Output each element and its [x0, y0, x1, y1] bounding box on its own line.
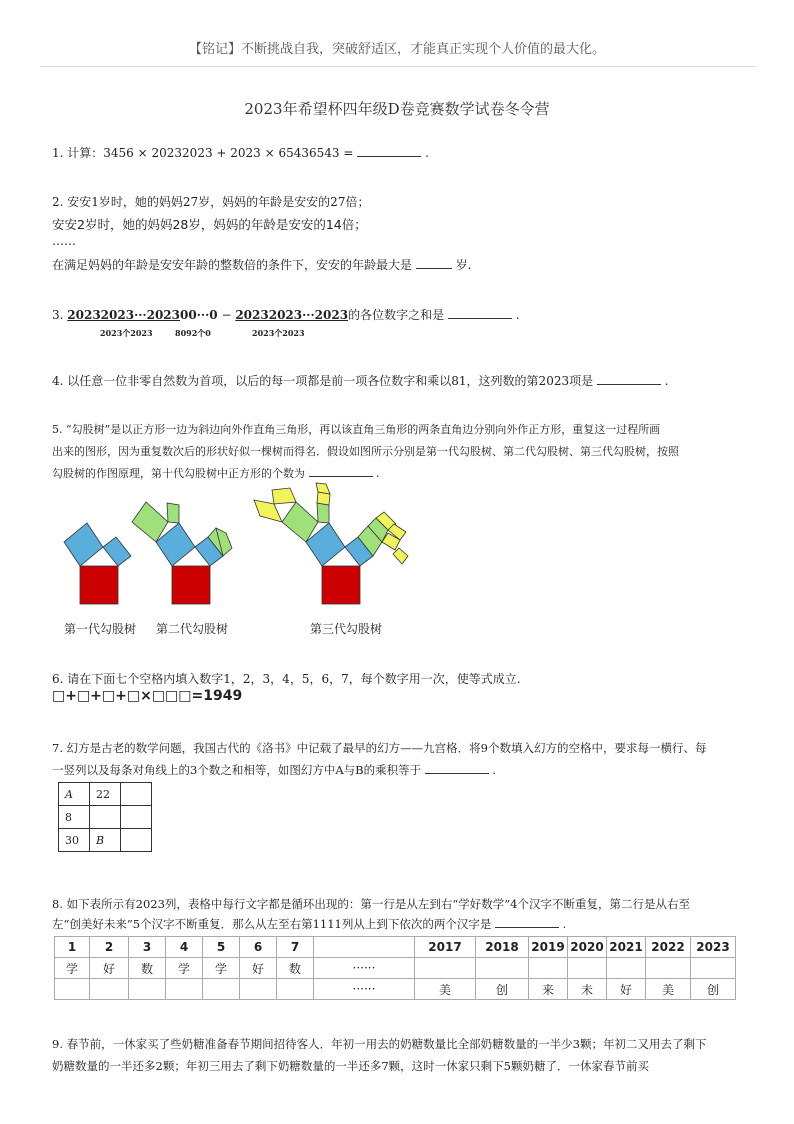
table-cell [568, 958, 607, 979]
answer-blank[interactable] [448, 308, 512, 319]
table-cell [90, 979, 129, 1000]
table-cell: 7 [277, 937, 314, 958]
table-cell [415, 958, 476, 979]
table-cell [166, 979, 203, 1000]
question-4 [52, 372, 669, 389]
question-text: 安安1岁时，她的妈妈27岁，妈妈的年龄是安安的27倍； [67, 195, 370, 209]
header-row [55, 937, 736, 958]
question-1 [52, 144, 429, 161]
answer-blank[interactable] [416, 258, 452, 269]
motto: 【铭记】不断挑战自我，突破舒适区，才能真正实现个人价值的最大化。 [188, 42, 605, 57]
question-2-line-1 [52, 193, 369, 210]
table-cell [607, 958, 646, 979]
magic-cell [121, 829, 152, 852]
question-5-line-1 [52, 421, 660, 437]
question-9-line-1 [52, 1036, 706, 1052]
question-text: 如下表所示有2023列，表格中每行文字都是循环出现的：第一行是从左到右“学好数学”4个汉字不断重复，第二行是从右至 [66, 897, 690, 911]
table-cell [203, 979, 240, 1000]
trunk-square [80, 566, 118, 604]
question-3 [52, 306, 520, 323]
question-number: 4. [52, 374, 64, 388]
question-5-line-2: 出来的图形，因为重复数次后的形状好似一棵树而得名．假设如图所示分别是第一代勾股树、第二代勾股树、第三代勾股树，按照 [52, 445, 679, 458]
question-text: 一竖列以及每条对角线上的3个数之和相等，如图幻方中A与B的乘积等于 [52, 763, 422, 777]
table-cell: ······ [314, 958, 415, 979]
magic-cell [90, 806, 121, 829]
table-cell: 2017 [415, 937, 476, 958]
expression-part-1: 20232023···2023 [67, 308, 181, 322]
table-cell: 学 [166, 958, 203, 979]
minus-sign: − [221, 308, 232, 322]
table-cell: 2023 [691, 937, 736, 958]
caption-gen-2: 第二代勾股树 [156, 622, 229, 636]
question-text: 春节前，一休家买了些奶糖准备春节期间招待客人．年初一用去的奶糖数量比全部奶糖数量的一半少3颗；年初二又用去了剩下 [66, 1037, 707, 1051]
question-text: 在满足妈妈的年龄是安安年龄的整数倍的条件下，安安的年龄最大是 [52, 258, 413, 272]
left-square [64, 523, 103, 566]
table-cell: 来 [529, 979, 568, 1000]
table-cell: 4 [166, 937, 203, 958]
question-9-line-2: 奶糖数量的一半还多2颗；年初三用去了剩下奶糖数量的一半还多7颗，这时一休家只剩下5颗奶糖了．一休家春节前买 [52, 1059, 649, 1073]
question-7-line-2 [52, 762, 496, 778]
question-text: 左“创美好未来”5个汉字不断重复．那么从左至右第1111列从上到下依次的两个汉字是 [52, 917, 492, 931]
answer-blank[interactable] [309, 466, 373, 477]
table-cell: 数 [129, 958, 166, 979]
table-cell [129, 979, 166, 1000]
table-cell: 好 [607, 979, 646, 1000]
tree-gen-3 [254, 483, 408, 604]
table-cell: ······ [314, 979, 415, 1000]
table-cell [277, 979, 314, 1000]
table-cell: 好 [90, 958, 129, 979]
magic-cell [121, 783, 152, 806]
table-cell [691, 958, 736, 979]
magic-cell: 8 [59, 806, 90, 829]
table-cell: 未 [568, 979, 607, 1000]
question-6 [52, 670, 521, 687]
table-cell: 数 [277, 958, 314, 979]
table-cell: 2022 [646, 937, 691, 958]
question-text: 请在下面七个空格内填入数字1，2，3，4，5，6，7，每个数字用一次，使等式成立. [67, 672, 521, 686]
caption-gen-1: 第一代勾股树 [64, 622, 137, 636]
answer-blank[interactable] [495, 917, 559, 928]
table-cell [314, 937, 415, 958]
question-text: 以任意一位非零自然数为首项，以后的每一项都是前一项各位数字和乘以81，这列数的第2023项是 [67, 374, 594, 388]
table-cell: 好 [240, 958, 277, 979]
question-number: 6. [52, 672, 64, 686]
question-2-line-2: 安安2岁时，她的妈妈28岁，妈妈的年龄是安安的14倍； [52, 217, 367, 232]
magic-square [58, 782, 152, 852]
brace-label-1: 2023个2023 [100, 328, 153, 338]
answer-blank[interactable] [425, 763, 489, 774]
question-number: 9. [52, 1037, 63, 1051]
equation: □+□+□+□×□□□=1949 [52, 688, 243, 704]
tree-gen-1 [64, 523, 131, 604]
table-cell [529, 958, 568, 979]
table-cell: 创 [476, 979, 529, 1000]
table-cell: 2 [90, 937, 129, 958]
table-cell [55, 979, 90, 1000]
table-cell: 3 [129, 937, 166, 958]
question-8-line-2 [52, 916, 566, 932]
table-cell: 2019 [529, 937, 568, 958]
answer-blank[interactable] [357, 146, 421, 157]
tree-gen-2 [132, 502, 232, 604]
question-number: 5. [52, 423, 63, 436]
table-cell [646, 958, 691, 979]
table-row [55, 979, 736, 1000]
pythagoras-tree-figure [50, 478, 430, 608]
answer-blank[interactable] [597, 374, 661, 385]
question-7-line-1 [52, 740, 706, 756]
table-row [55, 958, 736, 979]
magic-cell: B [90, 829, 121, 852]
magic-cell [121, 806, 152, 829]
expression-part-2: 20232023···2023 [235, 308, 349, 322]
table-cell: 1 [55, 937, 90, 958]
right-square [103, 537, 131, 566]
magic-cell: A [59, 783, 90, 806]
question-8-line-1 [52, 896, 690, 912]
question-number: 7. [52, 741, 63, 755]
question-text: 计算：3456 × 20232023 + 2023 × 65436543 = [67, 146, 354, 160]
character-table [54, 936, 736, 1000]
period: . [376, 467, 380, 480]
question-text: 勾股树的作图原理，第十代勾股树中正方形的个数为 [52, 467, 305, 480]
question-text: 的各位数字之和是 [348, 308, 445, 322]
question-number: 2. [52, 195, 64, 209]
question-2-line-3: …… [52, 234, 76, 248]
brace-label-2: 8092个0 [175, 328, 211, 338]
table-cell: 美 [415, 979, 476, 1000]
period: . [515, 308, 520, 322]
question-number: 3. [52, 308, 64, 322]
period: . [562, 917, 567, 931]
question-text: 幻方是古老的数学问题，我国古代的《洛书》中记载了最早的幻方——九宫格．将9个数填入幻方的空格中，要求每一横行、每 [66, 741, 707, 755]
period: . [425, 146, 429, 160]
caption-gen-3: 第三代勾股树 [310, 622, 383, 636]
table-cell: 2020 [568, 937, 607, 958]
header-divider [40, 66, 756, 67]
page-title: 2023年希望杯四年级D卷竞赛数学试卷冬令营 [244, 100, 550, 118]
table-cell: 2021 [607, 937, 646, 958]
magic-cell: 22 [90, 783, 121, 806]
question-text: “勾股树”是以正方形一边为斜边向外作直角三角形，再以该直角三角形的两条直角边分别向外作正方形，重复这一过程所画 [66, 423, 661, 436]
question-2-line-4 [52, 256, 472, 273]
table-cell: 学 [55, 958, 90, 979]
brace-label-3: 2023个2023 [252, 328, 305, 338]
question-number: 1. [52, 146, 64, 160]
period: . [492, 763, 497, 777]
table-cell: 创 [691, 979, 736, 1000]
table-cell: 学 [203, 958, 240, 979]
period: . [664, 374, 669, 388]
table-cell: 6 [240, 937, 277, 958]
table-cell: 5 [203, 937, 240, 958]
expression-zeros: 00···0 [180, 308, 218, 322]
magic-cell: 30 [59, 829, 90, 852]
unit-text: 岁. [455, 258, 472, 272]
table-cell: 美 [646, 979, 691, 1000]
table-cell [240, 979, 277, 1000]
question-number: 8. [52, 897, 63, 911]
table-cell: 2018 [476, 937, 529, 958]
table-cell [476, 958, 529, 979]
